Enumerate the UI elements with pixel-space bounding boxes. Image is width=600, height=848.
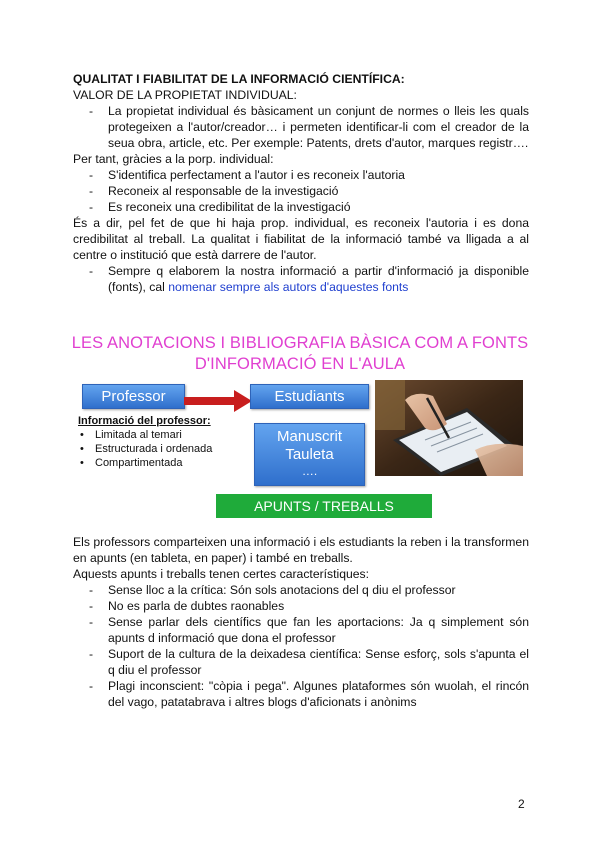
highlight-text: nomenar sempre als autors d'aquestes fonts: [168, 280, 409, 294]
paragraph: És a dir, pel fet de que hi haja prop. individual, es reconeix l'autoria i es dona credibilitat al treball. La qualitat i fiabilitat de la informació també va lligada a al centre o institució que està darrere de l'autor.: [73, 216, 529, 262]
apunts-treballs-bar: APUNTS / TREBALLS: [216, 494, 432, 518]
professor-info: [78, 414, 212, 470]
list-item: - Suport de la cultura de la deixadesa científica: Sense esforç, sols s'apunta el q diu el professor: [73, 646, 529, 678]
manuscrit-label: Manuscrit: [276, 428, 343, 445]
slide-title-line-1: LES ANOTACIONS I BIBLIOGRAFIA BÀSICA COM A FONTS: [71, 334, 529, 352]
section-subtitle: VALOR DE LA PROPIETAT INDIVIDUAL:: [73, 88, 297, 102]
list-item: - No es parla de dubtes raonables: [73, 598, 529, 614]
list-item: - S'identifica perfectament a l'autor i es reconeix l'autoria: [73, 167, 529, 183]
list-item: - Plagi inconscient: "còpia i pega". Algunes plataformes són wuolah, el rincón del vago, patatabrava i altres blogs d'aficionats i anònims: [73, 678, 529, 710]
professor-box: Professor: [82, 384, 185, 409]
slide-title-line-2: D'INFORMACIÓ EN L'AULA: [194, 355, 406, 373]
bullet-list-2: [73, 167, 529, 215]
list-item-text: Sempre q elaborem la nostra informació a partir d'informació ja disponible (fonts), cal: [108, 264, 529, 294]
bullet-list-3: [73, 263, 529, 295]
section-title: QUALITAT I FIABILITAT DE LA INFORMACIÓ CIENTÍFICA:: [73, 72, 405, 86]
page-number: 2: [518, 797, 525, 811]
list-item: • Estructurada i ordenada: [78, 442, 212, 456]
slide-title: [60, 333, 540, 375]
list-item: • Limitada al temari: [78, 428, 212, 442]
arrow-right-icon: [184, 390, 252, 412]
characteristics-list: [73, 582, 529, 710]
ellipsis-label: ….: [301, 464, 318, 478]
manuscrit-box: [254, 423, 365, 486]
bottom-section: [73, 534, 529, 710]
list-item: - Sense parlar dels científics que fan les aportacions: Ja q simplement són apunts d informació que dona el professor: [73, 614, 529, 646]
list-item: - Es reconeix una credibilitat de la investigació: [73, 199, 529, 215]
list-item: - La propietat individual és bàsicament un conjunt de normes o lleis les quals protegeixen a l'autor/creador… i permeten identificar-li com el creador de la seua obra, article, etc. Per exemple: Patents, drets d'autor, marques registr….: [73, 103, 529, 151]
tauleta-label: Tauleta: [285, 446, 334, 463]
list-item: [73, 263, 529, 295]
paragraph: Aquests apunts i treballs tenen certes característiques:: [73, 567, 370, 581]
list-item: - Reconeix al responsable de la investigació: [73, 183, 529, 199]
estudiants-box: Estudiants: [250, 384, 369, 409]
info-list: [78, 428, 212, 470]
top-section: [73, 71, 529, 295]
tablet-photo: [375, 380, 523, 476]
paragraph: Els professors comparteixen una informació i els estudiants la reben i la transformen en apunts (en tableta, en paper) i també en treballs.: [73, 535, 529, 565]
info-heading: Informació del professor:: [78, 415, 211, 427]
per-tant-text: Per tant, gràcies a la porp. individual:: [73, 152, 274, 166]
list-item: - Sense lloc a la crítica: Són sols anotacions del q diu el professor: [73, 582, 529, 598]
bullet-list-1: [73, 103, 529, 151]
list-item: • Compartimentada: [78, 456, 212, 470]
tablet-writing-icon: [375, 380, 523, 476]
